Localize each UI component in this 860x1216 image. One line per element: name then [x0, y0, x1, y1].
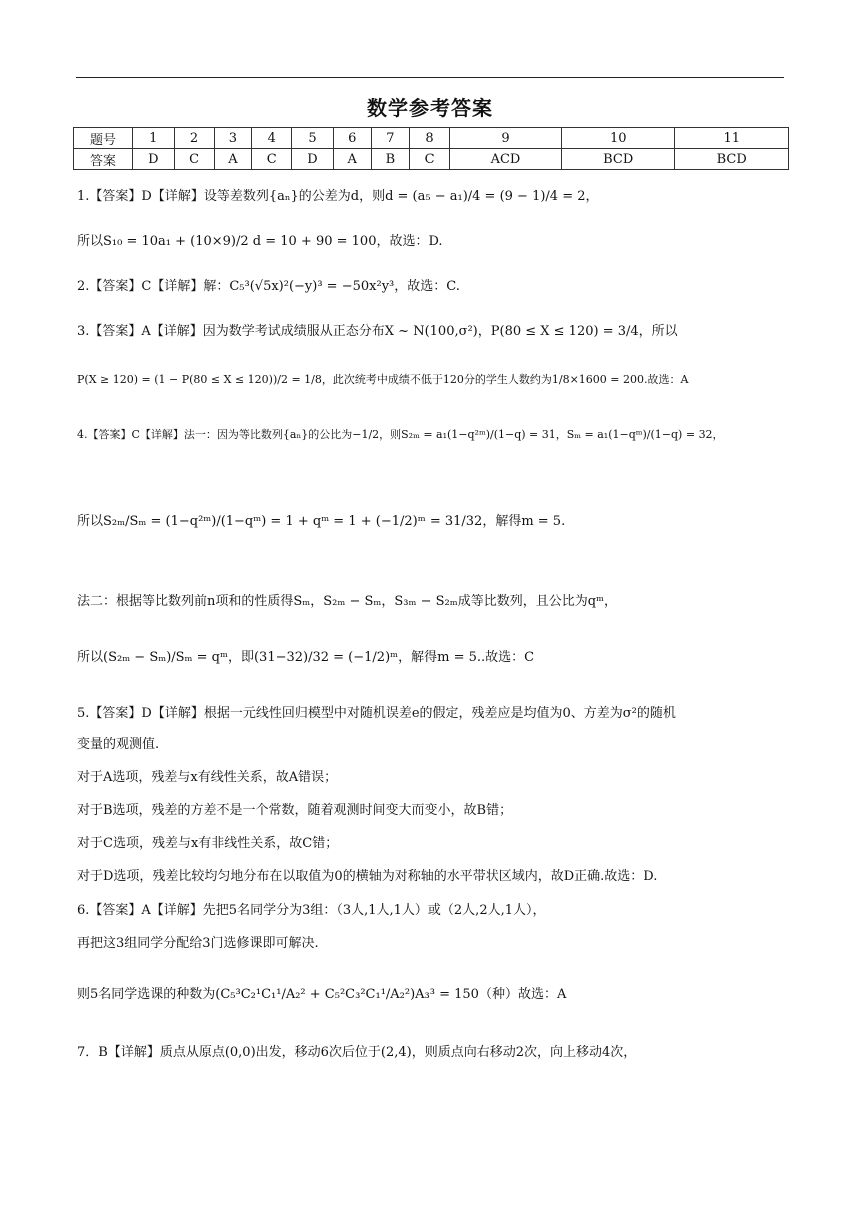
table-cell: BCD	[675, 149, 789, 170]
solution-6-line-2: 再把这3组同学分配给3门选修课即可解决.	[77, 936, 319, 951]
solution-5-line-1: 5.【答案】D【详解】根据一元线性回归模型中对随机误差e的假定，残差应是均值为0、方差为σ²的随机	[77, 706, 676, 721]
solution-5-line-2: 变量的观测值.	[77, 737, 160, 752]
table-cell: C	[252, 149, 292, 170]
solution-4-line-1: 4.【答案】C【详解】法一：因为等比数列{aₙ}的公比为−1/2，则S₂ₘ = a₁(1−q²ᵐ)/(1−q) = 31，Sₘ = a₁(1−qᵐ)/(1−q) = 32，	[77, 428, 724, 441]
solution-5-line-5: 对于C选项，残差与x有非线性关系，故C错；	[77, 836, 339, 851]
solution-4-line-2: 所以S₂ₘ/Sₘ = (1−q²ᵐ)/(1−qᵐ) = 1 + qᵐ = 1 + (−1/2)ᵐ = 31/32，解得m = 5.	[77, 514, 566, 529]
solution-5-line-4: 对于B选项，残差的方差不是一个常数，随着观测时间变大而变小，故B错；	[77, 803, 513, 818]
table-cell: 1	[133, 128, 175, 149]
table-cell: 5	[292, 128, 334, 149]
table-cell: 3	[214, 128, 252, 149]
solution-3-line-2: P(X ≥ 120) = (1 − P(80 ≤ X ≤ 120))/2 = 1/8，此次统考中成绩不低于120分的学生人数约为1/8×1600 = 200.故选：A	[77, 373, 689, 386]
table-cell: 7	[371, 128, 409, 149]
table-cell: 6	[333, 128, 371, 149]
solution-4-line-4: 所以(S₂ₘ − Sₘ)/Sₘ = qᵐ，即(31−32)/32 = (−1/2)ᵐ，解得m = 5..故选：C	[77, 650, 535, 665]
table-cell: ACD	[449, 149, 561, 170]
solution-6-line-1: 6.【答案】A【详解】先把5名同学分为3组：（3人,1人,1人）或（2人,2人,1人），	[77, 903, 546, 918]
solution-1-line-2: 所以S₁₀ = 10a₁ + (10×9)/2 d = 10 + 90 = 100，故选：D.	[77, 234, 443, 249]
table-cell: 4	[252, 128, 292, 149]
page-title: 数学参考答案	[367, 96, 493, 120]
top-rule	[76, 77, 784, 78]
solution-1-line-1: 1.【答案】D【详解】设等差数列{aₙ}的公差为d，则d = (a₅ − a₁)/4 = (9 − 1)/4 = 2，	[77, 189, 599, 204]
solution-6-line-3: 则5名同学选课的种数为(C₅³C₂¹C₁¹/A₂² + C₅²C₃²C₁¹/A₂²)A₃³ = 150（种）故选：A	[77, 987, 567, 1002]
answer-table	[73, 127, 789, 170]
table-cell: 2	[174, 128, 214, 149]
solution-4-line-3: 法二：根据等比数列前n项和的性质得Sₘ，S₂ₘ − Sₘ，S₃ₘ − S₂ₘ成等比数列，且公比为qᵐ，	[77, 594, 618, 609]
table-row	[74, 128, 789, 149]
table-cell: 10	[561, 128, 674, 149]
table-cell: BCD	[561, 149, 674, 170]
table-cell: B	[371, 149, 409, 170]
table-cell: A	[333, 149, 371, 170]
solution-3-line-1: 3.【答案】A【详解】因为数学考试成绩服从正态分布X ~ N(100,σ²)，P(80 ≤ X ≤ 120) = 3/4，所以	[77, 324, 678, 339]
table-cell: 11	[675, 128, 789, 149]
table-header-label: 题号	[74, 128, 133, 149]
table-answer-label: 答案	[74, 149, 133, 170]
table-row	[74, 149, 789, 170]
table-cell: 8	[410, 128, 450, 149]
solution-5-line-3: 对于A选项，残差与x有线性关系，故A错误；	[77, 770, 338, 785]
table-cell: D	[133, 149, 175, 170]
solution-2: 2.【答案】C【详解】解：C₅³(√5x)²(−y)³ = −50x²y³，故选：C.	[77, 279, 460, 294]
solution-7: 7．B【详解】质点从原点(0,0)出发，移动6次后位于(2,4)，则质点向右移动2次，向上移动4次，	[77, 1045, 637, 1060]
table-cell: C	[174, 149, 214, 170]
table-cell: D	[292, 149, 334, 170]
solution-5-line-6: 对于D选项，残差比较均匀地分布在以取值为0的横轴为对称轴的水平带状区域内，故D正确.故选：D.	[77, 869, 658, 884]
table-cell: C	[410, 149, 450, 170]
table-cell: 9	[449, 128, 561, 149]
table-cell: A	[214, 149, 252, 170]
